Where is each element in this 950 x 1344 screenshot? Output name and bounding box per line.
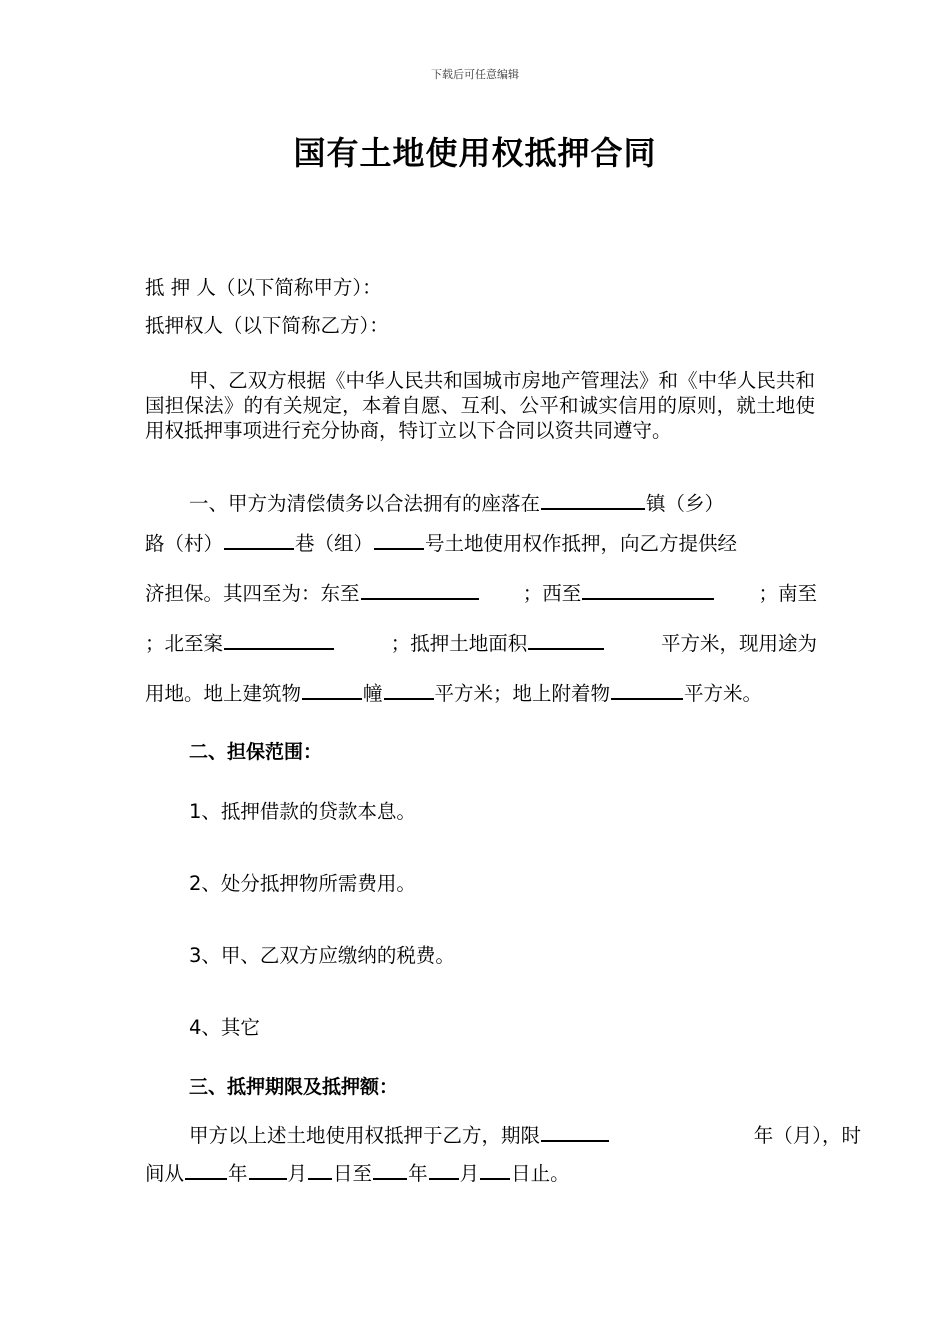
clause1-text: 一、甲方为清偿债务以合法拥有的座落在: [189, 492, 541, 515]
clause1-line5: [145, 678, 817, 706]
header-note: 下载后可任意编辑: [431, 68, 519, 81]
section3-text: 年（月），时: [753, 1124, 861, 1147]
start-day-blank[interactable]: [308, 1158, 332, 1180]
location-blank[interactable]: [541, 488, 645, 510]
end-day-blank[interactable]: [480, 1158, 510, 1180]
east-boundary-blank[interactable]: [361, 578, 479, 600]
clause1-text: 平方米。: [684, 682, 763, 705]
start-year-blank[interactable]: [185, 1158, 227, 1180]
start-month-blank[interactable]: [249, 1158, 287, 1180]
item-number: 1: [189, 800, 202, 823]
lane-blank[interactable]: [374, 528, 424, 550]
preamble-paragraph: 甲、乙双方根据《中华人民共和国城市房地产管理法》和《中华人民共和国担保法》的有关规定，本着自愿、互利、公平和诚实信用的原则，就土地使用权抵押事项进行充分协商，特订立以下合同以资共同遵守。: [145, 369, 815, 442]
road-blank[interactable]: [224, 528, 294, 550]
west-boundary-blank[interactable]: [582, 578, 714, 600]
clause1-text: ；抵押土地面积: [390, 632, 528, 655]
clause1-text: 济担保。其四至为：东至: [145, 582, 360, 605]
section2-item: [189, 868, 416, 896]
item-text: 、抵押借款的贷款本息。: [201, 800, 416, 823]
section3-text: 间从: [145, 1162, 185, 1185]
clause1-text: 平方米；地上附着物: [434, 682, 611, 705]
section3-heading: 三、抵押期限及抵押额：: [189, 1076, 399, 1098]
item-number: 2: [189, 872, 202, 895]
item-text: 、处分抵押物所需费用。: [201, 872, 416, 895]
section3-text: 甲方以上述土地使用权抵押于乙方，期限: [189, 1124, 541, 1147]
end-month-blank[interactable]: [429, 1158, 459, 1180]
term-blank[interactable]: [541, 1120, 609, 1142]
clause1-text: ；南至: [758, 582, 817, 605]
clause1-line2: [145, 528, 817, 556]
clause1-line4: [145, 628, 817, 656]
attachment-blank[interactable]: [611, 678, 683, 700]
section2-item: [189, 796, 416, 824]
clause1-line1: [145, 488, 861, 516]
document-title: 国有土地使用权抵押合同: [293, 134, 657, 172]
item-number: 4: [189, 1016, 202, 1039]
clause1-text: ；西至: [522, 582, 582, 605]
building-count-blank[interactable]: [384, 678, 434, 700]
section3-text: 日止。: [511, 1162, 570, 1185]
item-text: 、甲、乙双方应缴纳的税费。: [201, 944, 455, 967]
item-text: 、其它: [201, 1016, 260, 1039]
clause1-text: 号土地使用权作抵押，向乙方提供经: [425, 532, 738, 555]
mortgagor-line: 抵 押 人（以下简称甲方）：: [145, 276, 382, 299]
section3-text: 年: [408, 1162, 428, 1185]
clause1-text: 平方米，现用途为: [660, 632, 817, 655]
section3-text: 年: [228, 1162, 248, 1185]
section2-item: [189, 1012, 260, 1040]
end-year-blank[interactable]: [373, 1158, 407, 1180]
section3-line1: [145, 1120, 861, 1148]
clause1-text: 用地。地上建筑物: [145, 682, 302, 705]
mortgagee-line: 抵押权人（以下简称乙方）：: [145, 314, 389, 337]
section2-item: [189, 940, 455, 968]
section3-text: 月: [287, 1162, 308, 1185]
clause1-text: 路（村）: [145, 532, 224, 555]
section3-line2: [145, 1158, 817, 1186]
item-number: 3: [189, 944, 202, 967]
clause1-text: ；北至案: [145, 632, 224, 655]
land-area-blank[interactable]: [528, 628, 604, 650]
building-blank[interactable]: [302, 678, 362, 700]
section3-text: 月: [459, 1162, 480, 1185]
clause1-text: 巷（组）: [295, 532, 374, 555]
section3-text: 日至: [333, 1162, 373, 1185]
north-boundary-blank[interactable]: [224, 628, 334, 650]
section2-heading: 二、担保范围：: [189, 741, 323, 763]
clause1-text: 镇（乡）: [646, 492, 725, 515]
clause1-line3: [145, 578, 817, 606]
clause1-text: 幢: [363, 682, 383, 705]
